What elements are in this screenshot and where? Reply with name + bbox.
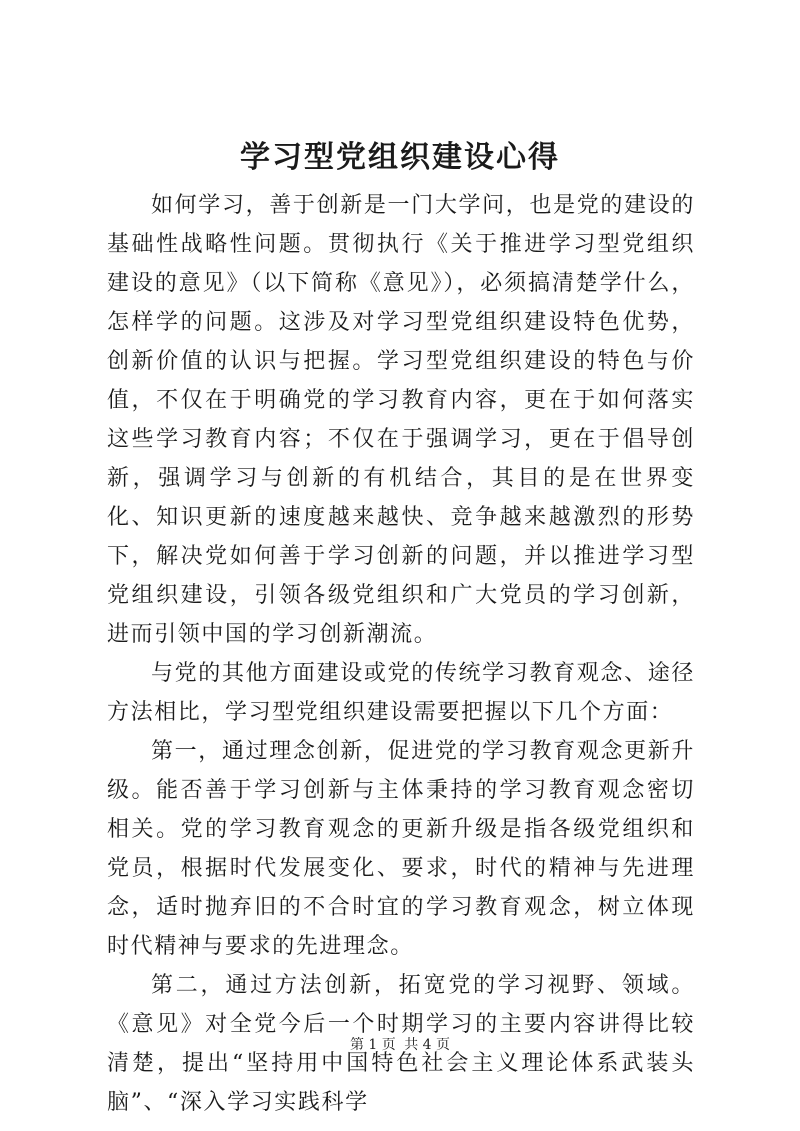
document-title: 学习型党组织建设心得 [240, 140, 560, 175]
page-footer [0, 1035, 800, 1055]
page-number: 第 1 页 [349, 1037, 396, 1053]
paragraph: 第二，通过方法创新，拓宽党的学习视野、领域。《意见》对全党今后一个时期学习的主要内容讲得比较清楚，提出“坚持用中国特色社会主义理论体系武装头脑”、“深入学习实践科学 [107, 973, 695, 1115]
page-total: 共 4 页 [404, 1037, 451, 1053]
paragraph: 与党的其他方面建设或党的传统学习教育观念、途径方法相比，学习型党组织建设需要把握以下几个方面： [107, 661, 695, 725]
paragraph: 第一，通过理念创新，促进党的学习教育观念更新升级。能否善于学习创新与主体秉持的学习教育观念密切相关。党的学习教育观念的更新升级是指各级党组织和党员，根据时代发展变化、要求，时代的精神与先进理念，适时抛弃旧的不合时宜的学习教育观念，树立体现时代精神与要求的先进理念。 [107, 739, 695, 959]
paragraph: 如何学习，善于创新是一门大学问，也是党的建设的基础性战略性问题。贯彻执行《关于推进学习型党组织建设的意见》（以下简称《意见》），必须搞清楚学什么，怎样学的问题。这涉及对学习型党组织建设特色优势，创新价值的认识与把握。学习型党组织建设的特色与价值，不仅在于明确党的学习教育内容，更在于如何落实这些学习教育内容；不仅在于强调学习，更在于倡导创新，强调学习与创新的有机结合，其目的是在世界变化、知识更新的速度越来越快、竞争越来越激烈的形势下，解决党如何善于学习创新的问题，并以推进学习型党组织建设，引领各级党组织和广大党员的学习创新，进而引领中国的学习创新潮流。 [107, 193, 695, 647]
document-body [107, 186, 695, 1122]
